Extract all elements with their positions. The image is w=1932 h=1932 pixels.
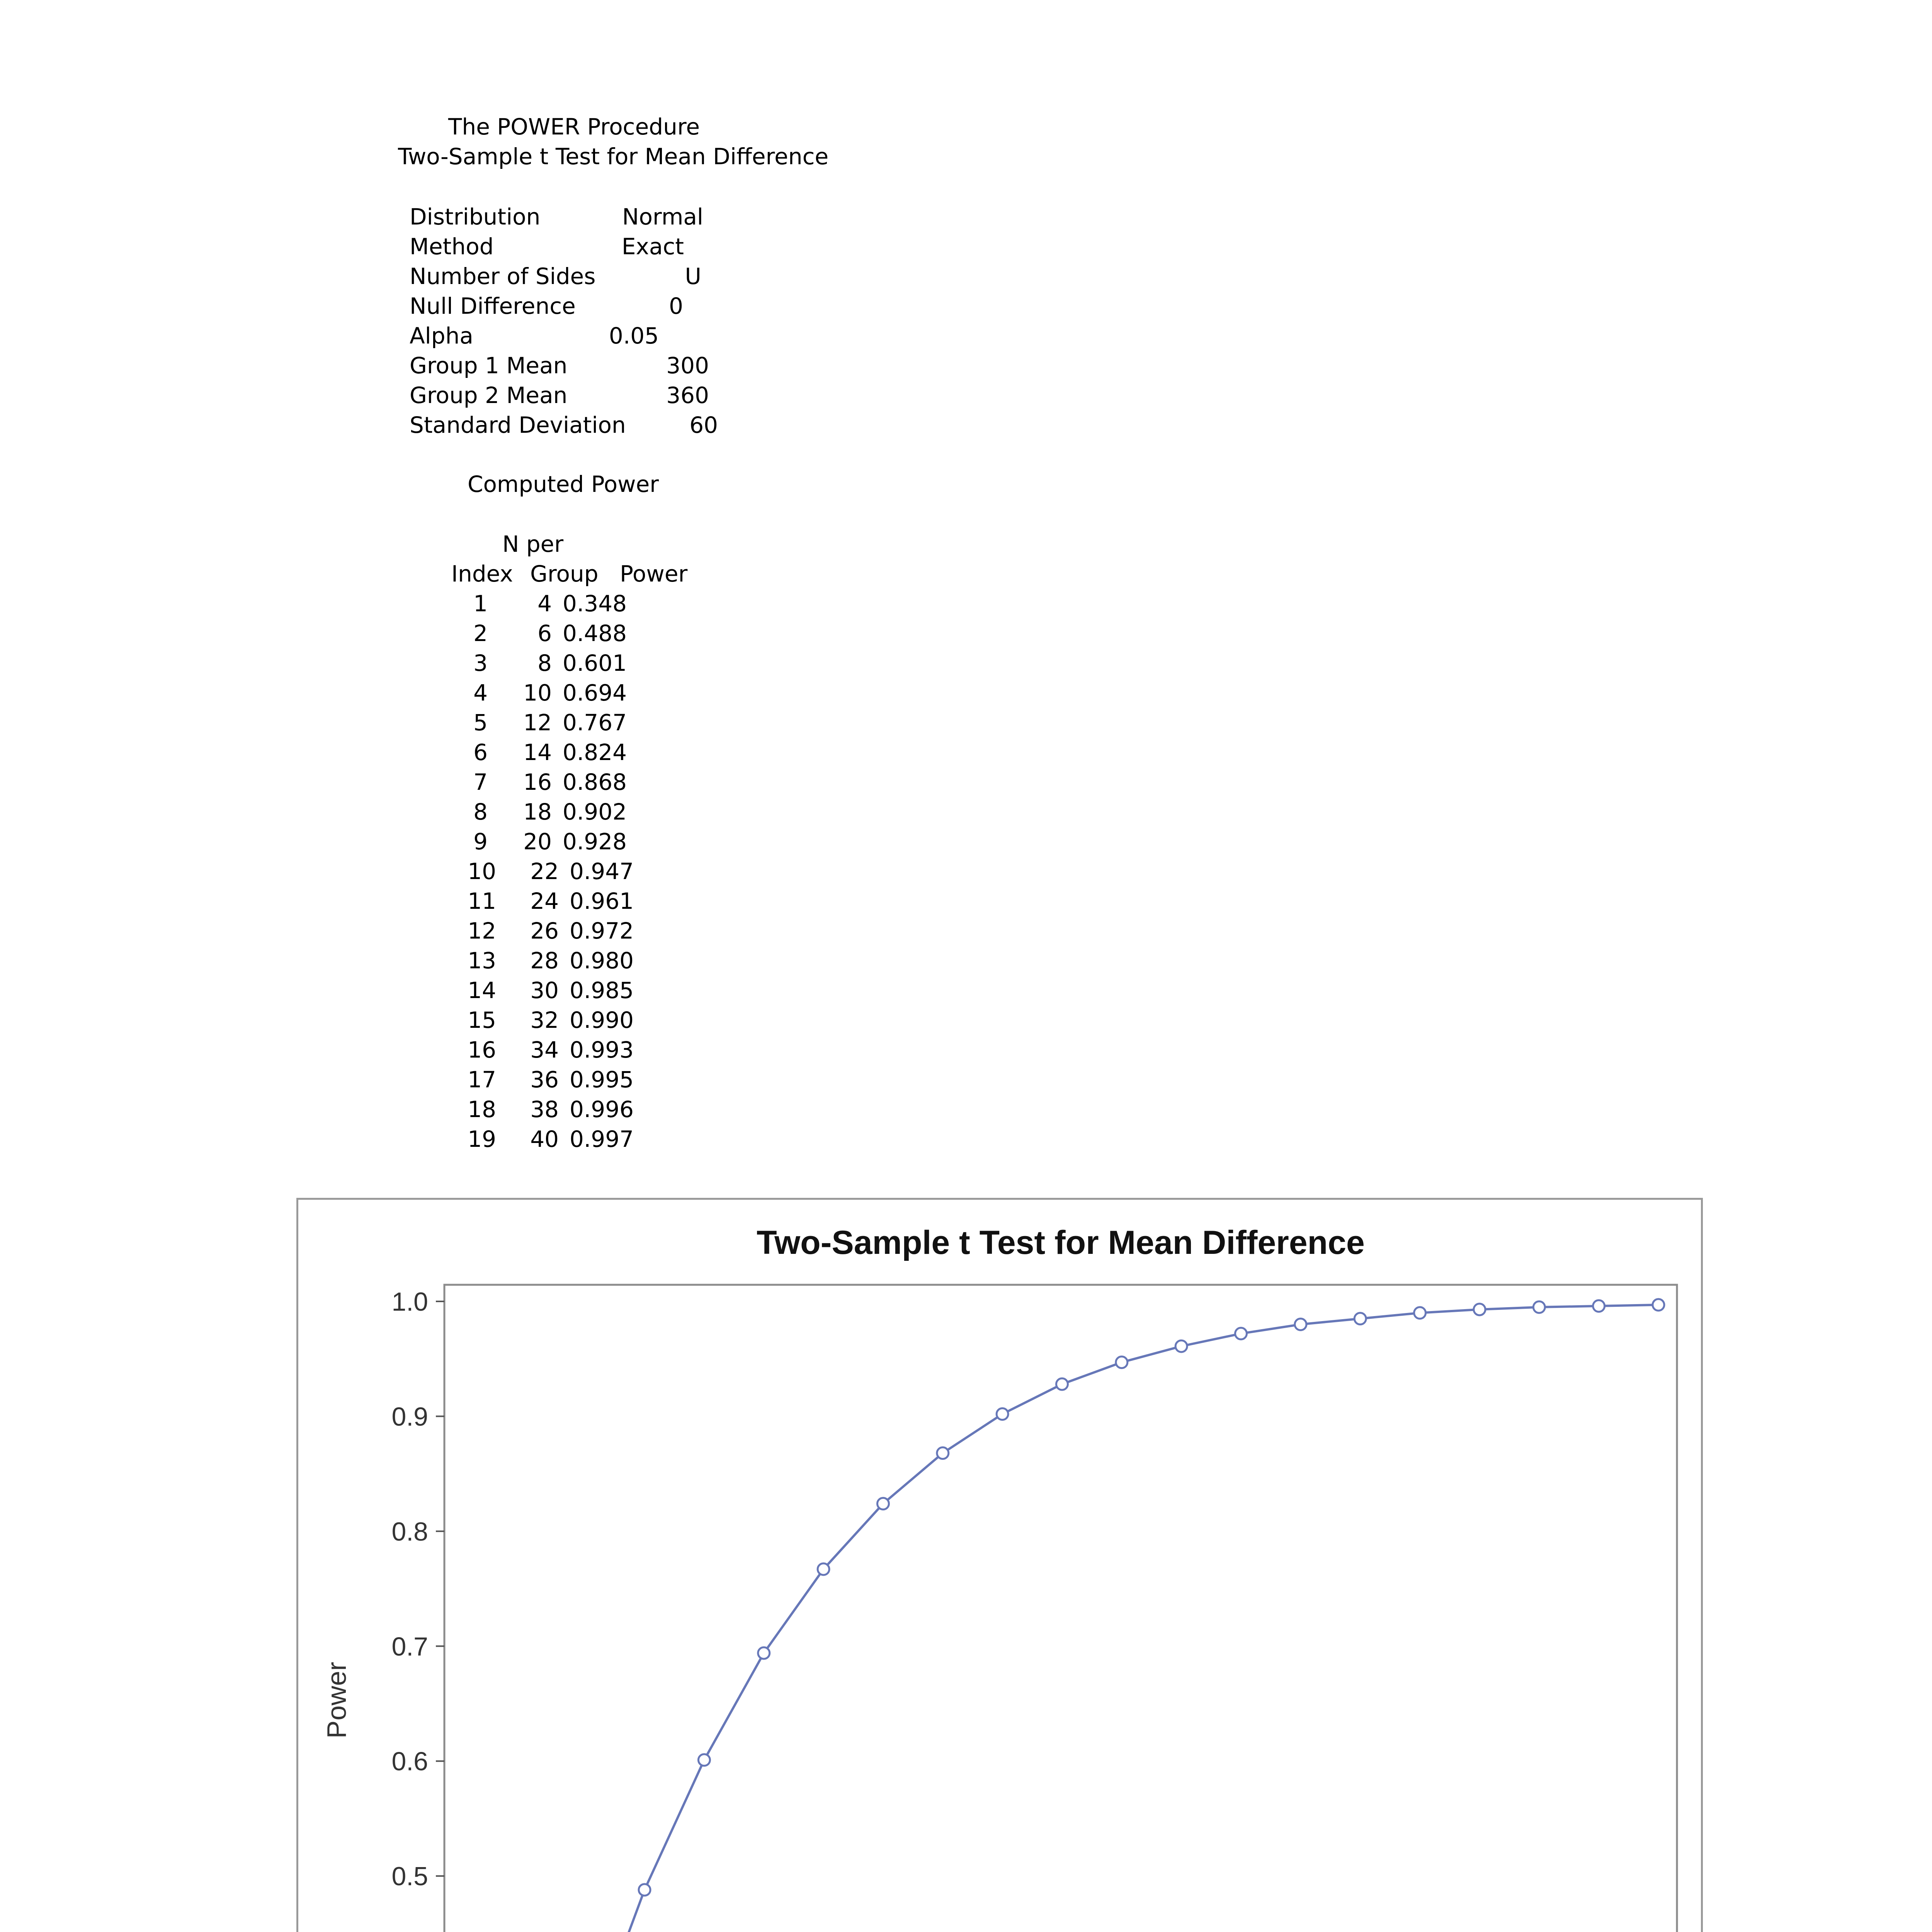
row-index: 12 xyxy=(468,918,496,944)
row-index: 11 xyxy=(468,888,496,914)
data-point-marker xyxy=(1414,1307,1426,1319)
row-n-per-group: 4 xyxy=(537,590,552,617)
row-n-per-group: 22 xyxy=(530,858,559,884)
data-point-marker xyxy=(1175,1340,1187,1352)
row-n-per-group: 6 xyxy=(537,620,552,646)
row-power: 0.767 xyxy=(562,709,627,736)
chart-title: Two-Sample t Test for Mean Difference xyxy=(757,1224,1365,1261)
row-power: 0.868 xyxy=(562,769,627,795)
parameter-value: 60 xyxy=(689,412,718,438)
procedure-subtitle: Two-Sample t Test for Mean Difference xyxy=(398,143,829,170)
procedure-title: The POWER Procedure xyxy=(448,114,700,140)
parameter-value: 300 xyxy=(666,352,709,379)
row-index: 15 xyxy=(468,1007,496,1033)
row-n-per-group: 40 xyxy=(530,1126,559,1152)
data-point-marker xyxy=(877,1498,889,1509)
y-tick-label: 1.0 xyxy=(391,1287,428,1316)
computed-power-title: Computed Power xyxy=(468,471,659,497)
row-index: 18 xyxy=(468,1096,496,1122)
row-n-per-group: 36 xyxy=(530,1066,559,1093)
parameter-label: Distribution xyxy=(410,204,541,230)
row-n-per-group: 26 xyxy=(530,918,559,944)
row-power: 0.997 xyxy=(569,1126,634,1152)
row-power: 0.972 xyxy=(569,918,634,944)
row-n-per-group: 8 xyxy=(537,650,552,676)
row-index: 2 xyxy=(473,620,488,646)
row-index: 1 xyxy=(473,590,488,617)
row-n-per-group: 38 xyxy=(530,1096,559,1122)
row-n-per-group: 34 xyxy=(530,1037,559,1063)
parameter-value: U xyxy=(685,263,701,289)
data-point-marker xyxy=(1653,1299,1664,1311)
data-point-marker xyxy=(1533,1301,1545,1313)
parameter-value: 0 xyxy=(669,293,683,319)
row-power: 0.902 xyxy=(562,799,627,825)
row-power: 0.996 xyxy=(569,1096,634,1122)
table-header-group: Group xyxy=(530,561,599,587)
table-header-index: Index xyxy=(451,561,513,587)
row-power: 0.990 xyxy=(569,1007,634,1033)
data-point-marker xyxy=(1354,1313,1366,1325)
row-index: 8 xyxy=(473,799,488,825)
data-point-marker xyxy=(1235,1328,1247,1339)
parameter-label: Group 2 Mean xyxy=(410,382,568,408)
y-tick-label: 0.8 xyxy=(391,1517,428,1546)
y-tick-label: 0.6 xyxy=(391,1747,428,1776)
row-power: 0.993 xyxy=(569,1037,634,1063)
parameter-value: 360 xyxy=(666,382,709,408)
data-point-marker xyxy=(1593,1300,1605,1312)
parameter-label: Null Difference xyxy=(410,293,576,319)
row-power: 0.348 xyxy=(562,590,627,617)
y-tick-label: 0.9 xyxy=(391,1402,428,1432)
row-n-per-group: 10 xyxy=(523,680,552,706)
y-tick-label: 0.7 xyxy=(391,1632,428,1662)
row-index: 10 xyxy=(468,858,496,884)
data-point-marker xyxy=(639,1884,650,1896)
row-power: 0.961 xyxy=(569,888,634,914)
data-point-marker xyxy=(937,1447,949,1459)
data-point-marker xyxy=(1295,1318,1306,1330)
row-power: 0.928 xyxy=(562,828,627,855)
row-index: 13 xyxy=(468,947,496,974)
data-point-marker xyxy=(758,1647,770,1659)
row-n-per-group: 12 xyxy=(523,709,552,736)
row-n-per-group: 14 xyxy=(523,739,552,765)
row-power: 0.694 xyxy=(562,680,627,706)
parameter-value: Normal xyxy=(622,204,703,230)
row-index: 7 xyxy=(473,769,488,795)
row-index: 9 xyxy=(473,828,488,855)
data-point-marker xyxy=(818,1563,829,1575)
row-n-per-group: 24 xyxy=(530,888,559,914)
parameter-label: Alpha xyxy=(410,323,473,349)
row-index: 17 xyxy=(468,1066,496,1093)
row-power: 0.601 xyxy=(562,650,627,676)
row-n-per-group: 30 xyxy=(530,977,559,1003)
row-n-per-group: 28 xyxy=(530,947,559,974)
row-power: 0.947 xyxy=(569,858,634,884)
row-index: 6 xyxy=(473,739,488,765)
data-point-marker xyxy=(1474,1304,1485,1315)
parameter-label: Method xyxy=(410,233,494,260)
parameter-label: Group 1 Mean xyxy=(410,352,568,379)
row-power: 0.488 xyxy=(562,620,627,646)
row-power: 0.824 xyxy=(562,739,627,765)
row-index: 5 xyxy=(473,709,488,736)
data-point-marker xyxy=(1116,1357,1128,1368)
row-n-per-group: 18 xyxy=(523,799,552,825)
parameter-value: Exact xyxy=(621,233,684,260)
row-power: 0.980 xyxy=(569,947,634,974)
row-power: 0.995 xyxy=(569,1066,634,1093)
table-header-power: Power xyxy=(620,561,688,587)
y-tick-label: 0.5 xyxy=(391,1862,428,1891)
row-n-per-group: 16 xyxy=(523,769,552,795)
row-index: 4 xyxy=(473,680,488,706)
data-point-marker xyxy=(698,1754,710,1766)
row-n-per-group: 20 xyxy=(523,828,552,855)
parameter-value: 0.05 xyxy=(609,323,659,349)
power-curve-line xyxy=(585,1305,1658,1932)
parameter-label: Number of Sides xyxy=(410,263,596,289)
y-axis-label: Power xyxy=(321,1662,352,1739)
row-n-per-group: 32 xyxy=(530,1007,559,1033)
row-index: 14 xyxy=(468,977,496,1003)
data-point-marker xyxy=(997,1408,1008,1420)
row-index: 16 xyxy=(468,1037,496,1063)
table-header-n-per: N per xyxy=(502,531,564,557)
row-index: 3 xyxy=(473,650,488,676)
row-power: 0.985 xyxy=(569,977,634,1003)
data-point-marker xyxy=(1056,1378,1068,1390)
parameter-label: Standard Deviation xyxy=(410,412,626,438)
row-index: 19 xyxy=(468,1126,496,1152)
